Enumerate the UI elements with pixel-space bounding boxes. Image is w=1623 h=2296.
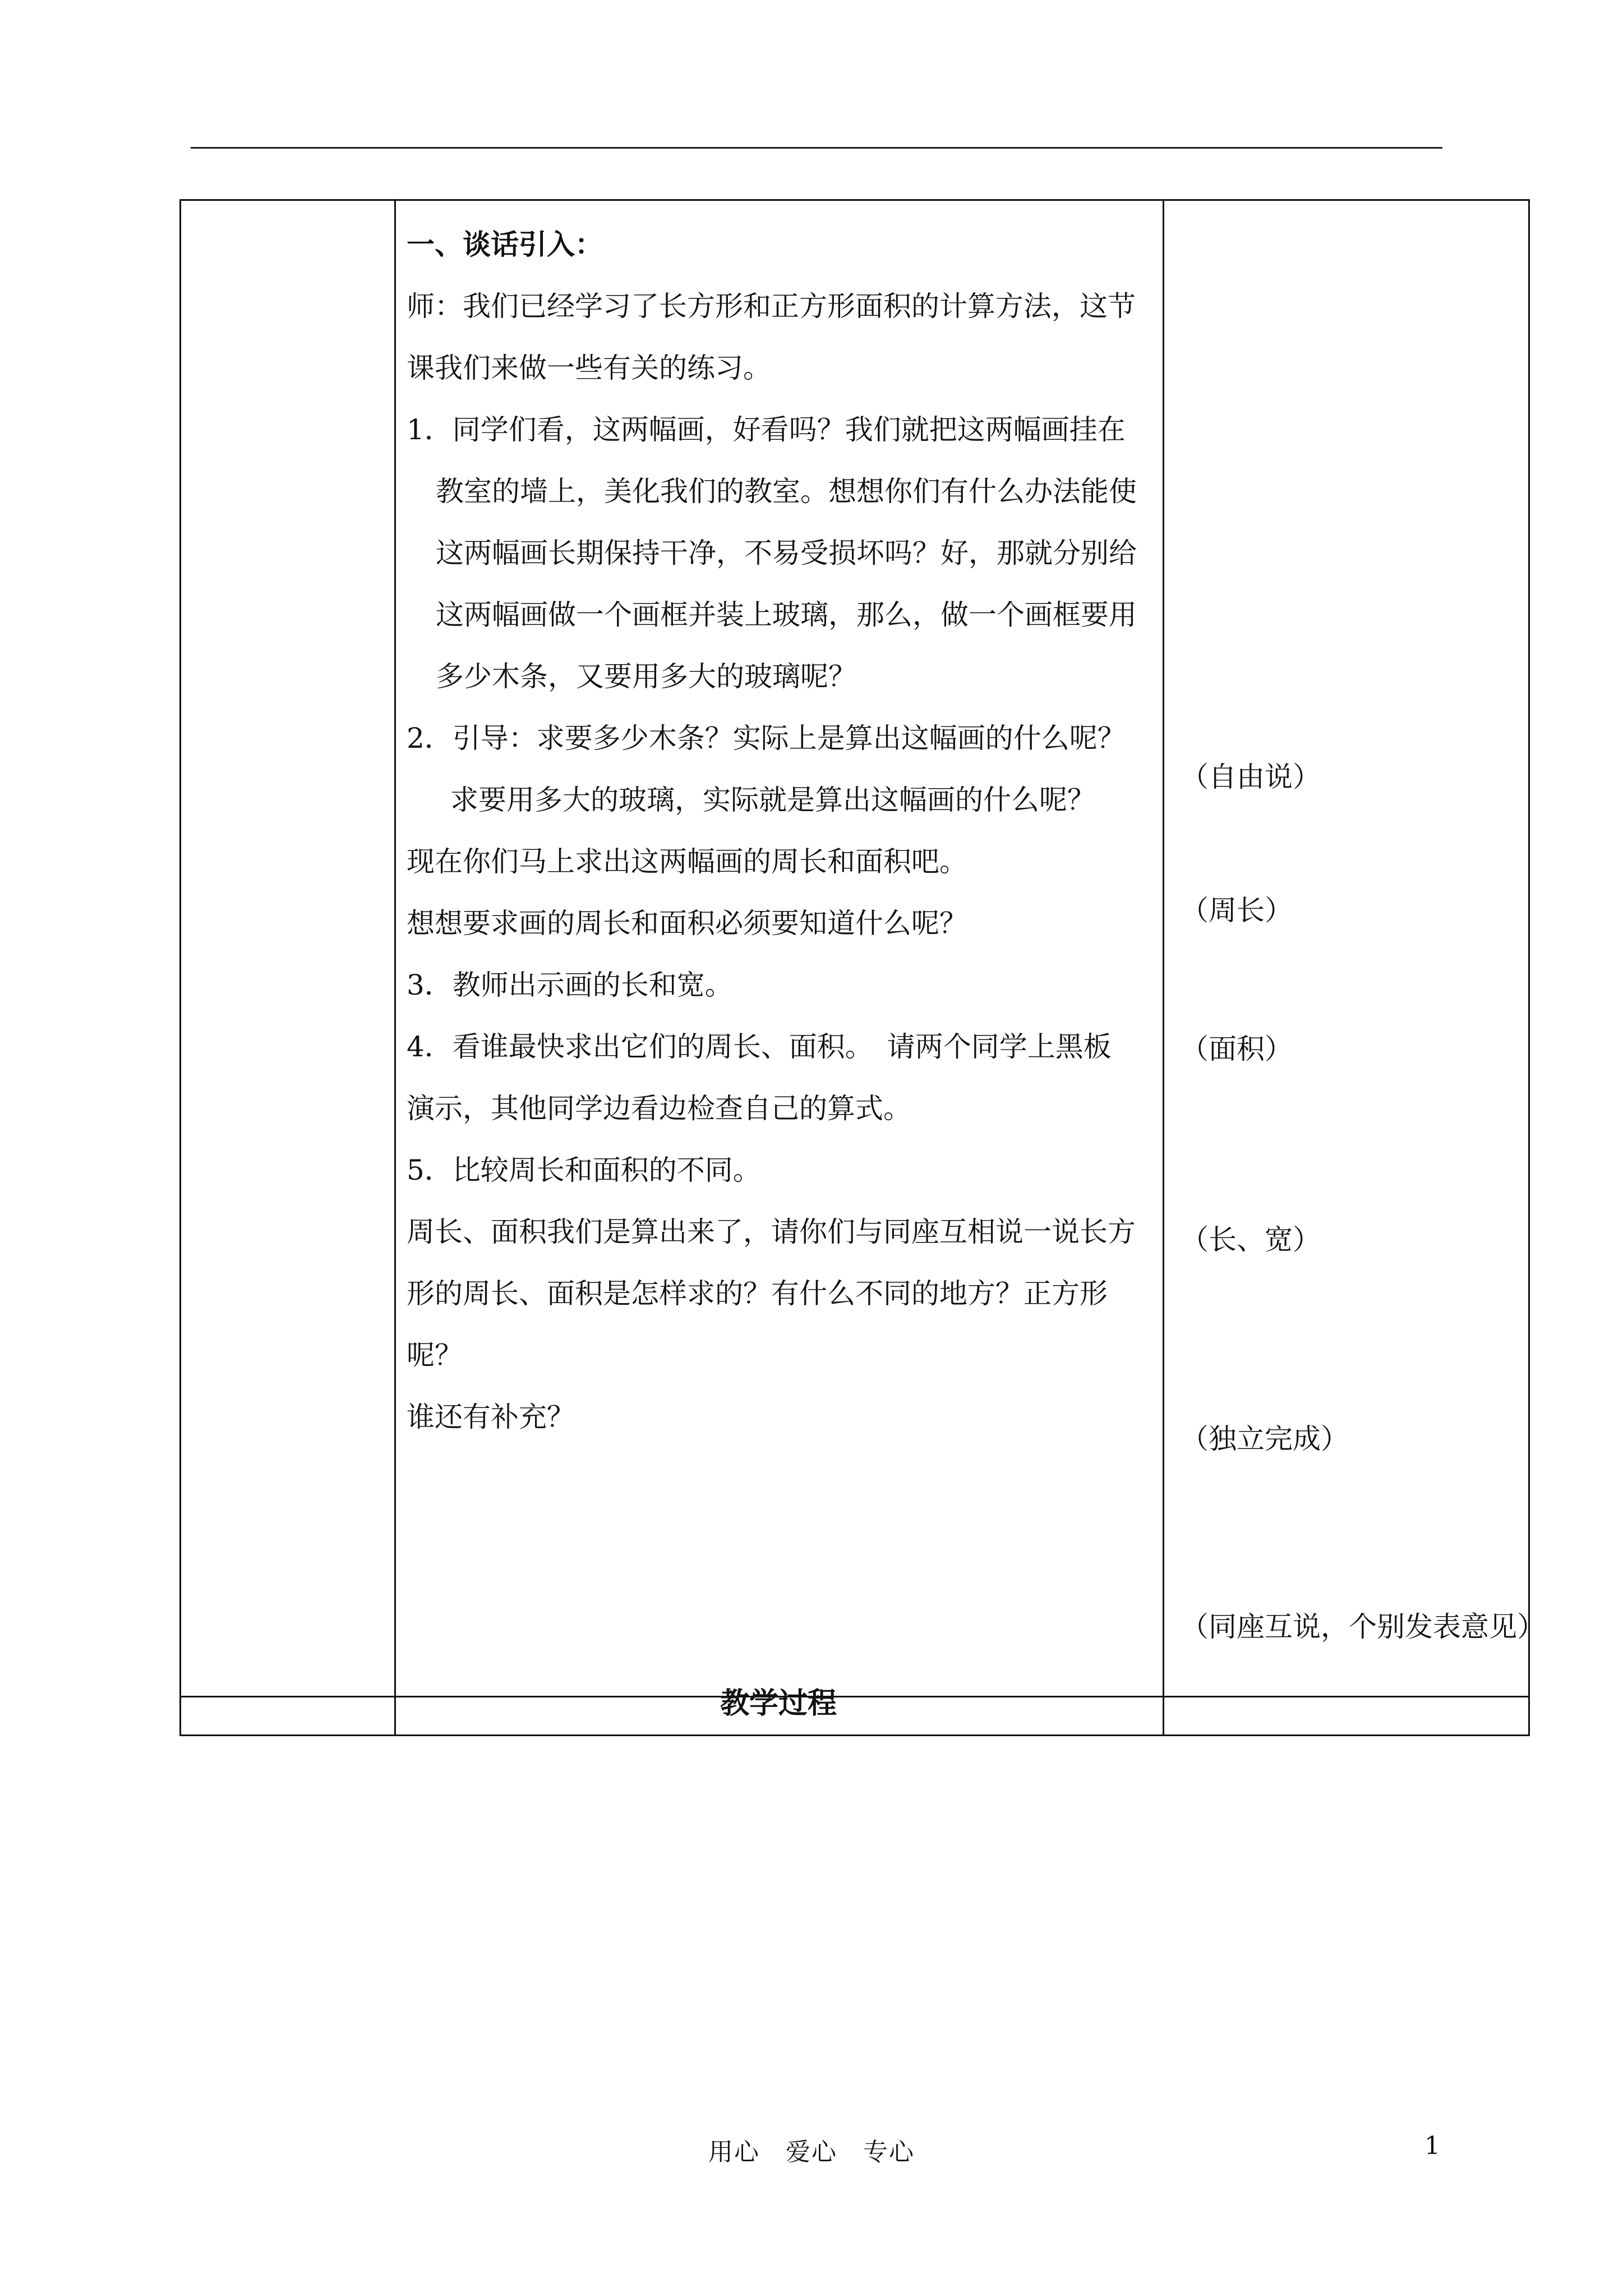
table-border-right [1528, 199, 1530, 1736]
table-border-col1 [394, 199, 396, 1736]
table-border-top [179, 199, 1530, 201]
footer-motto: 用心 爱心 专心 [708, 2138, 915, 2166]
content-line: 教室的墙上，美化我们的教室。想想你们有什么办法能使 [436, 475, 1137, 508]
content-line: 师：我们已经学习了长方形和正方形面积的计算方法，这节 [407, 290, 1136, 323]
content-line: 这两幅画做一个画框并装上玻璃，那么，做一个画框要用 [436, 599, 1137, 631]
content-line: 形的周长、面积是怎样求的？有什么不同的地方？正方形 [407, 1277, 1108, 1310]
student-note: （面积） [1181, 1033, 1293, 1065]
lesson-content [407, 214, 1326, 1448]
student-note: （同座互说，个别发表意见） [1181, 1611, 1545, 1643]
student-note: （周长） [1181, 894, 1293, 927]
student-note: （长、宽） [1181, 1223, 1321, 1256]
content-line: 演示，其他同学边看边检查自己的算式。 [407, 1092, 911, 1125]
content-line: 求要用多大的玻璃，实际就是算出这幅画的什么呢？ [450, 784, 1095, 816]
page-number: 1 [1424, 2132, 1440, 2160]
content-line: 3．教师出示画的长和宽。 [407, 969, 733, 1001]
content-line: 5．比较周长和面积的不同。 [407, 1154, 761, 1186]
content-line: 呢？ [407, 1339, 463, 1372]
content-line: 谁还有补充？ [407, 1401, 575, 1433]
content-line: 课我们来做一些有关的练习。 [407, 352, 771, 384]
content-line: 2．引导：求要多少木条？实际上是算出这幅画的什么呢？ [407, 722, 1126, 754]
content-line: 这两幅画长期保持干净，不易受损坏吗？好，那就分别给 [436, 537, 1137, 569]
teaching-process-label: 教学过程 [720, 1686, 837, 1720]
content-line: 现在你们马上求出这两幅画的周长和面积吧。 [407, 845, 967, 878]
header-rule [191, 147, 1442, 149]
table-border-bottom [179, 1734, 1530, 1736]
content-line: 4．看谁最快求出它们的周长、面积。 请两个同学上黑板 [407, 1030, 1112, 1063]
student-note: （独立完成） [1181, 1423, 1349, 1455]
content-line: 1．同学们看，这两幅画，好看吗？我们就把这两幅画挂在 [407, 413, 1126, 446]
student-note: （自由说） [1181, 761, 1321, 793]
content-line: 想想要求画的周长和面积必须要知道什么呢？ [407, 907, 967, 940]
lesson-table [179, 199, 1545, 1736]
section-heading: 一、谈话引入： [407, 228, 603, 261]
content-line: 周长、面积我们是算出来了，请你们与同座互相说一说长方 [407, 1216, 1136, 1248]
content-line: 多少木条，又要用多大的玻璃呢？ [436, 660, 856, 693]
table-border-left [179, 199, 181, 1736]
